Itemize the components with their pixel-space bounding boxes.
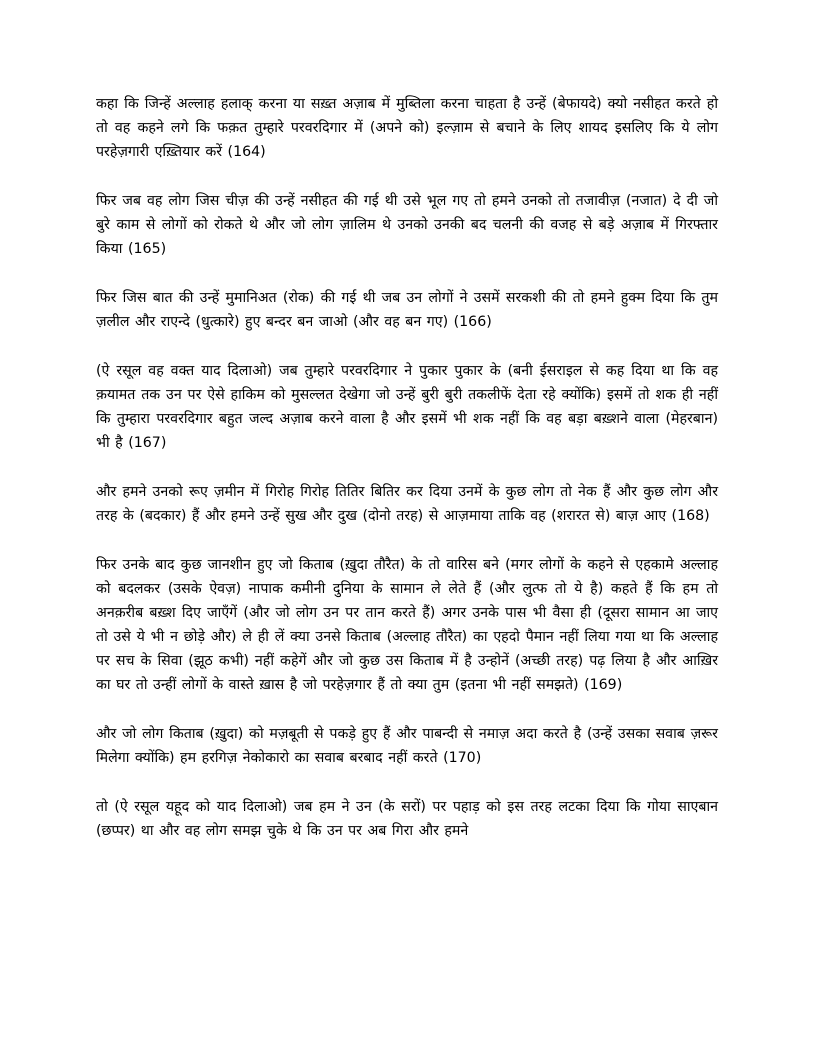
document-page — [96, 92, 718, 868]
paragraph-165: फिर जब वह लोग जिस चीज़ की उन्हें नसीहत की गई थी उसे भूल गए तो हमने उनको तो तजावीज़ (नजात) दे दी जो बुरे काम से लोगों को रोकते थे और जो लोग ज़ालिम थे उनको उनकी बद चलनी की वजह से बड़े अज़ाब में गिरफ्तार किया (165) — [96, 193, 718, 257]
paragraph-171-partial: तो (ऐ रसूल यहूद को याद दिलाओ) जब हम ने उन (के सरों) पर पहाड़ को इस तरह लटका दिया कि गोया साएबान (छप्पर) था और वह लोग समझ चुके थे कि उन पर अब गिरा और हमने — [96, 799, 718, 839]
paragraph-170: और जो लोग किताब (ख़ुदा) को मज़बूती से पकड़े हुए हैं और पाबन्दी से नमाज़ अदा करते है (उन्हें उसका सवाब ज़रूर मिलेगा क्योंकि) हम हरगिज़ नेकोकारो का सवाब बरबाद नहीं करते (170) — [96, 726, 718, 766]
paragraph-164: कहा कि जिन्हें अल्लाह हलाक् करना या सख़्त अज़ाब में मुब्तिला करना चाहता है उन्हें (बेफायदे) क्यो नसीहत करते हो तो वह कहने लगे कि फक़त तुम्हारे परवरदिगार में (अपने को) इल्ज़ाम से बचाने के लिए शायद इसलिए कि ये लोग परहेज़गारी एख़्तियार करें (164) — [96, 96, 718, 160]
paragraph-166: फिर जिस बात की उन्हें मुमानिअत (रोक) की गई थी जब उन लोगों ने उसमें सरकशी की तो हमने हुक्म दिया कि तुम ज़लील और राएन्दे (धुत्कारे) हुए बन्दर बन जाओ (और वह बन गए) (166) — [96, 290, 718, 330]
paragraph-167: (ऐ रसूल वह वक्त याद दिलाओ) जब तुम्हारे परवरदिगार ने पुकार पुकार के (बनी ईसराइल से कह दिया था कि वह क़यामत तक उन पर ऐसे हाकिम को मुसल्लत देखेगा जो उन्हें बुरी बुरी तकलीफें देता रहे क्योंकि) इसमें तो शक ही नहीं कि तुम्हारा परवरदिगार बहुत जल्द अज़ाब करने वाला है और इसमें भी शक नहीं कि वह बड़ा बख़्शने वाला (मेहरबान) भी है (167) — [96, 363, 718, 451]
paragraph-169: फिर उनके बाद कुछ जानशीन हुए जो किताब (ख़ुदा तौरैत) के तो वारिस बने (मगर लोगों के कहने से एहकामे अल्लाह को बदलकर (उसके ऐवज़) नापाक कमीनी दुनिया के सामान ले लेते हैं (और लुत्फ तो ये है) कहते हैं कि हम तो अनक़रीब बख़्श दिए जाएँगें (और जो लोग उन पर तान करते हैं) अगर उनके पास भी वैसा ही (दूसरा सामान आ जाए तो उसे ये भी न छोड़े और) ले ही लें क्या उनसे किताब (अल्लाह तौरैत) का एहदो पैमान नहीं लिया गया था कि अल्लाह पर सच के सिवा (झूठ कभी) नहीं कहेगें और जो कुछ उस किताब में है उन्होनें (अच्छी तरह) पढ़ लिया है और आख़िर का घर तो उन्हीं लोगों के वास्ते ख़ास है जो परहेज़गार हैं तो क्या तुम (इतना भी नहीं समझते) (169) — [96, 557, 718, 693]
paragraph-168: और हमने उनको रूए ज़मीन में गिरोह गिरोह तितिर बितिर कर दिया उनमें के कुछ लोग तो नेक हैं और कुछ लोग और तरह के (बदकार) हैं और हमने उन्हें सुख और दुख (दोनो तरह) से आज़माया ताकि वह (शरारत से) बाज़ आए (168) — [96, 484, 718, 524]
